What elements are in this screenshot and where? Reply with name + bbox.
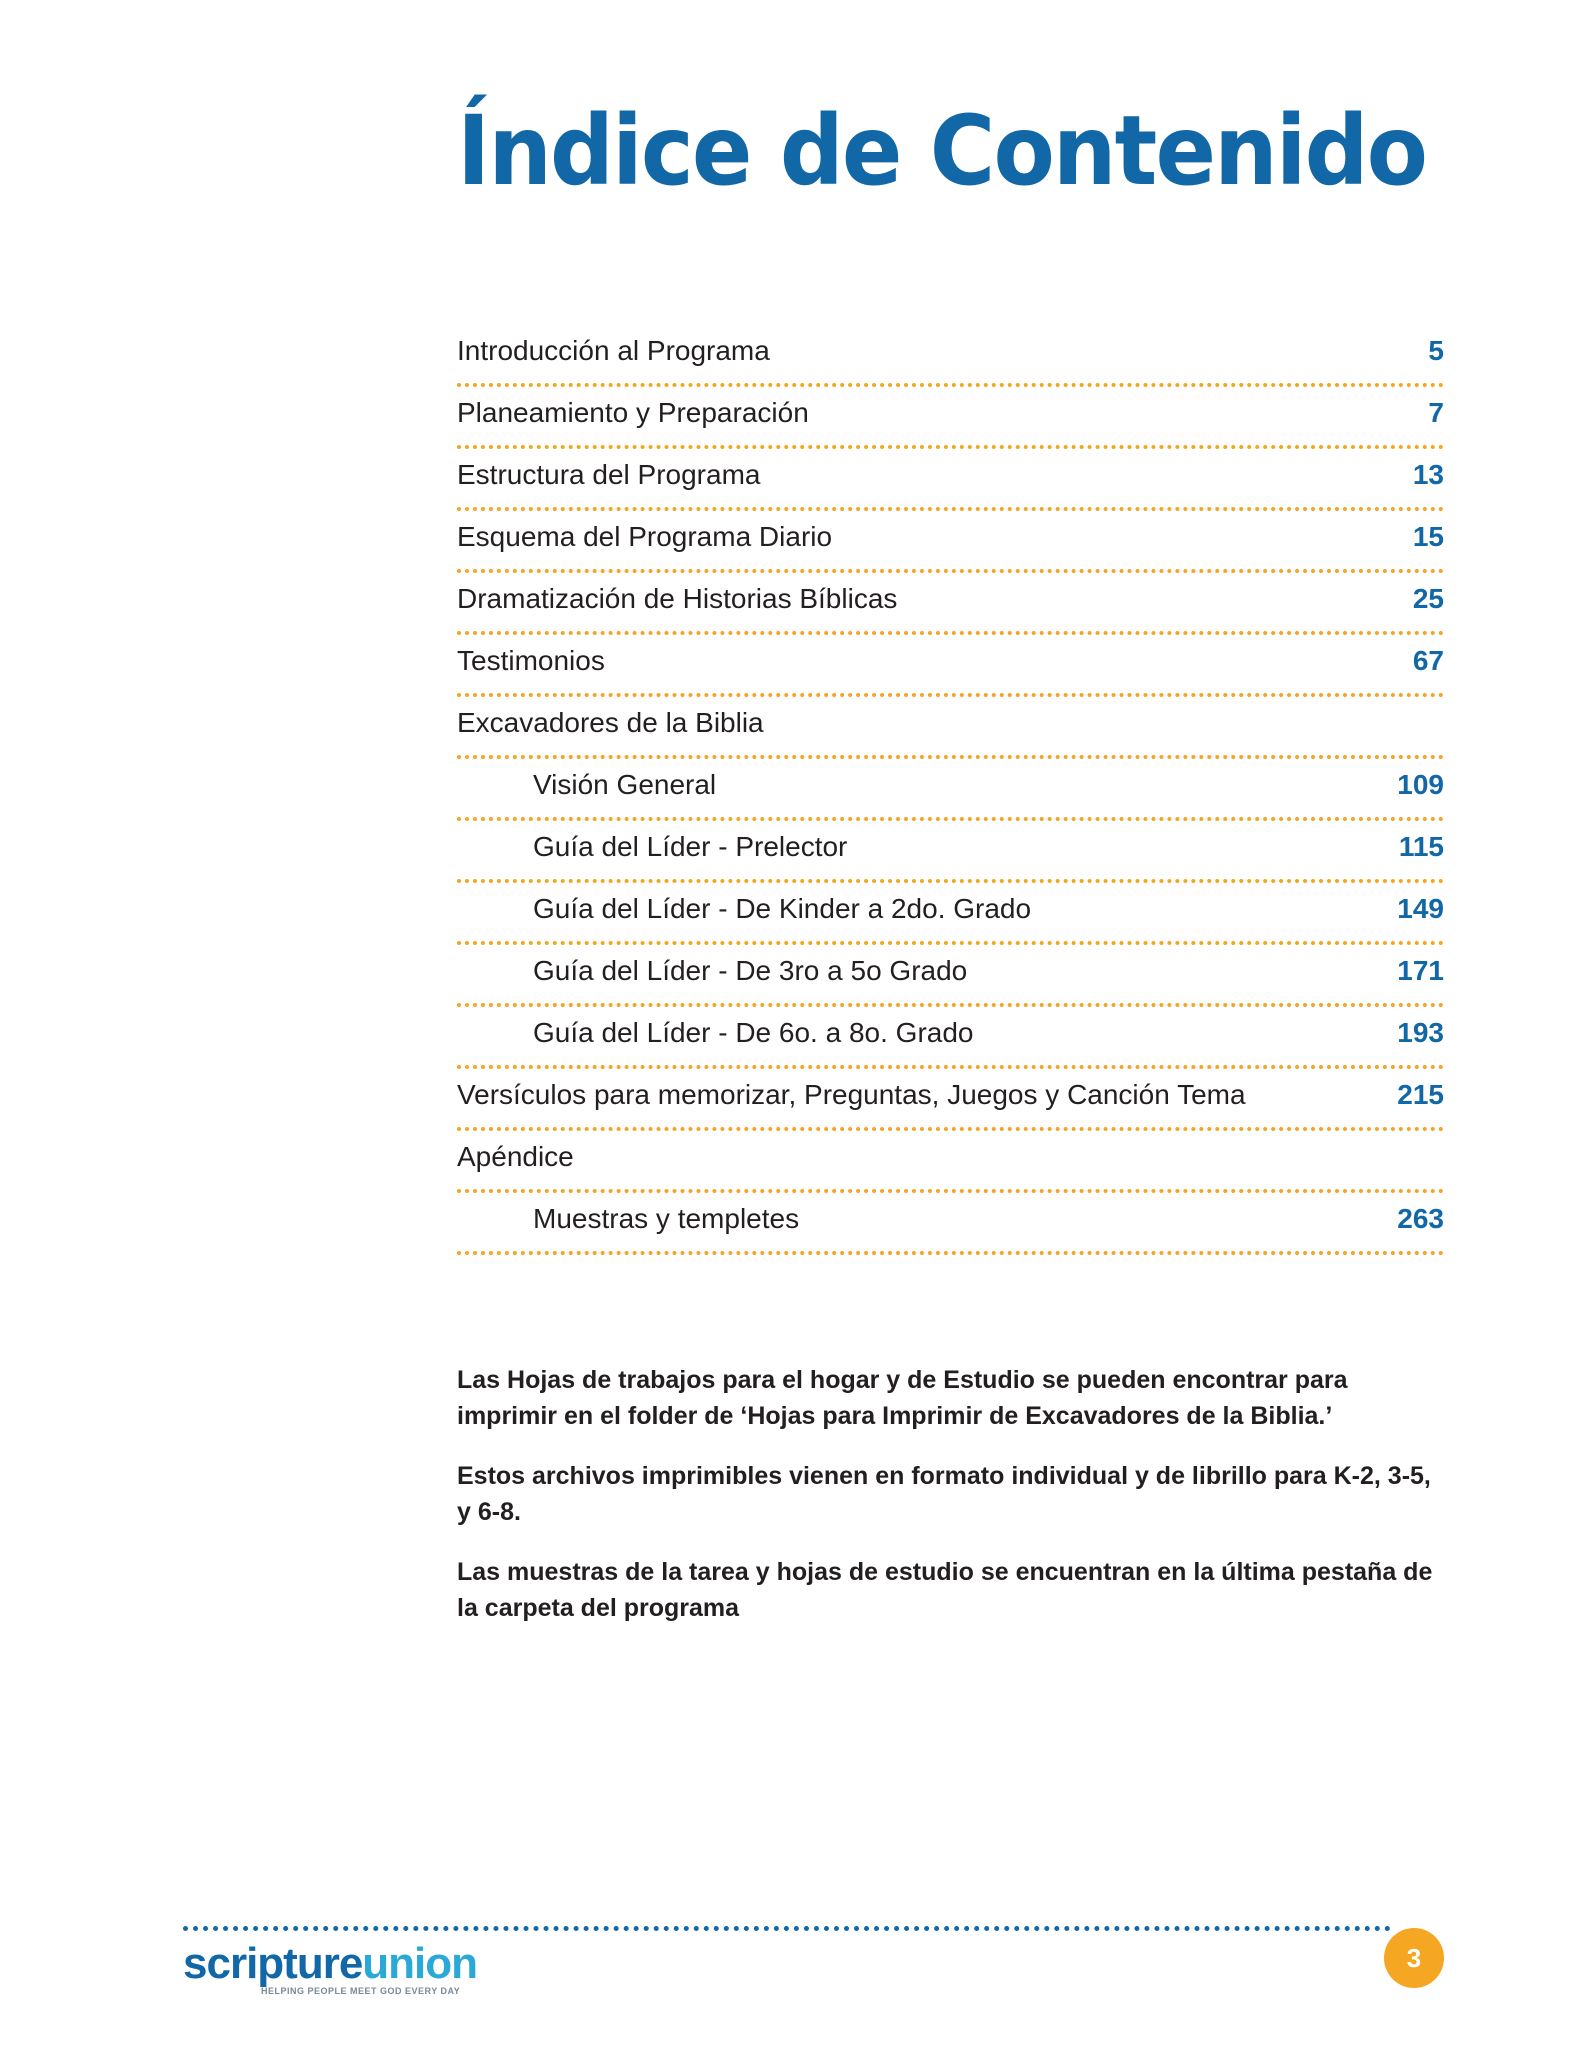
- toc-entry-label: Planeamiento y Preparación: [457, 397, 809, 428]
- scripture-union-logo: [183, 1940, 483, 2000]
- notes-section: [457, 1362, 1437, 1650]
- logo-text-scripture: scripture: [183, 1939, 363, 1988]
- toc-entry-page: 25: [1412, 583, 1444, 614]
- toc-entry-page: 7: [1428, 397, 1444, 428]
- toc-entry: [457, 1193, 1444, 1255]
- note-paragraph: Las muestras de la tarea y hojas de estudio se encuentran en la última pestaña de la carpeta del programa: [457, 1558, 1433, 1622]
- table-of-contents: [457, 325, 1444, 1255]
- toc-entry: [457, 821, 1444, 883]
- page-title: Índice de Contenido: [457, 95, 1427, 207]
- note-paragraph: Estos archivos imprimibles vienen en formato individual y de librillo para K-2, 3-5, y 6-8.: [457, 1462, 1431, 1526]
- toc-entry: [457, 1069, 1444, 1131]
- toc-entry: [457, 325, 1444, 387]
- toc-entry: [457, 449, 1444, 511]
- toc-entry-label: Introducción al Programa: [457, 335, 770, 366]
- toc-entry-label: Versículos para memorizar, Preguntas, Juegos y Canción Tema: [457, 1079, 1246, 1110]
- toc-entry-page: 215: [1397, 1079, 1444, 1110]
- page-number-badge: 3: [1384, 1928, 1444, 1988]
- toc-entry-page: 15: [1412, 521, 1444, 552]
- toc-entry-page: 149: [1397, 893, 1444, 924]
- toc-entry-label: Excavadores de la Biblia: [457, 707, 764, 738]
- toc-entry-label: Muestras y templetes: [533, 1203, 800, 1234]
- toc-entry-label: Guía del Líder - De 6o. a 8o. Grado: [533, 1017, 974, 1048]
- toc-entry-label: Visión General: [533, 769, 717, 800]
- toc-entry-page: 263: [1397, 1203, 1444, 1234]
- toc-entry-page: 115: [1398, 831, 1444, 862]
- toc-entry-label: Guía del Líder - De 3ro a 5o Grado: [533, 955, 968, 986]
- toc-entry-page: 13: [1412, 459, 1444, 490]
- toc-entry: [457, 1007, 1444, 1069]
- toc-entry: [457, 511, 1444, 573]
- toc-entry-page: 193: [1397, 1017, 1444, 1048]
- logo-text-union: union: [362, 1939, 478, 1988]
- toc-entry-label: Esquema del Programa Diario: [457, 521, 833, 552]
- toc-entry-page: 67: [1412, 645, 1444, 676]
- logo-tagline: HELPING PEOPLE MEET GOD EVERY DAY: [261, 1986, 461, 1996]
- toc-entry-label: Estructura del Programa: [457, 459, 761, 490]
- toc-entry-label: Guía del Líder - De Kinder a 2do. Grado: [533, 893, 1032, 924]
- toc-entry-label: Testimonios: [457, 645, 605, 676]
- footer-divider: [183, 1926, 1391, 1931]
- toc-entry: [457, 1131, 1444, 1193]
- toc-entry: [457, 387, 1444, 449]
- toc-entry-label: Apéndice: [457, 1141, 574, 1172]
- toc-entry: [457, 697, 1444, 759]
- toc-entry: [457, 573, 1444, 635]
- toc-entry: [457, 883, 1444, 945]
- toc-entry-label: Guía del Líder - Prelector: [533, 831, 848, 862]
- toc-entry-page: 171: [1397, 955, 1444, 986]
- toc-entry: [457, 635, 1444, 697]
- toc-entry-label: Dramatización de Historias Bíblicas: [457, 583, 898, 614]
- toc-entry: [457, 759, 1444, 821]
- note-paragraph: Las Hojas de trabajos para el hogar y de Estudio se pueden encontrar para imprimir en el folder de ‘Hojas para Imprimir de Excavadores de la Biblia.’: [457, 1366, 1348, 1430]
- toc-entry: [457, 945, 1444, 1007]
- toc-entry-page: 5: [1428, 335, 1444, 366]
- toc-entry-page: 109: [1397, 769, 1444, 800]
